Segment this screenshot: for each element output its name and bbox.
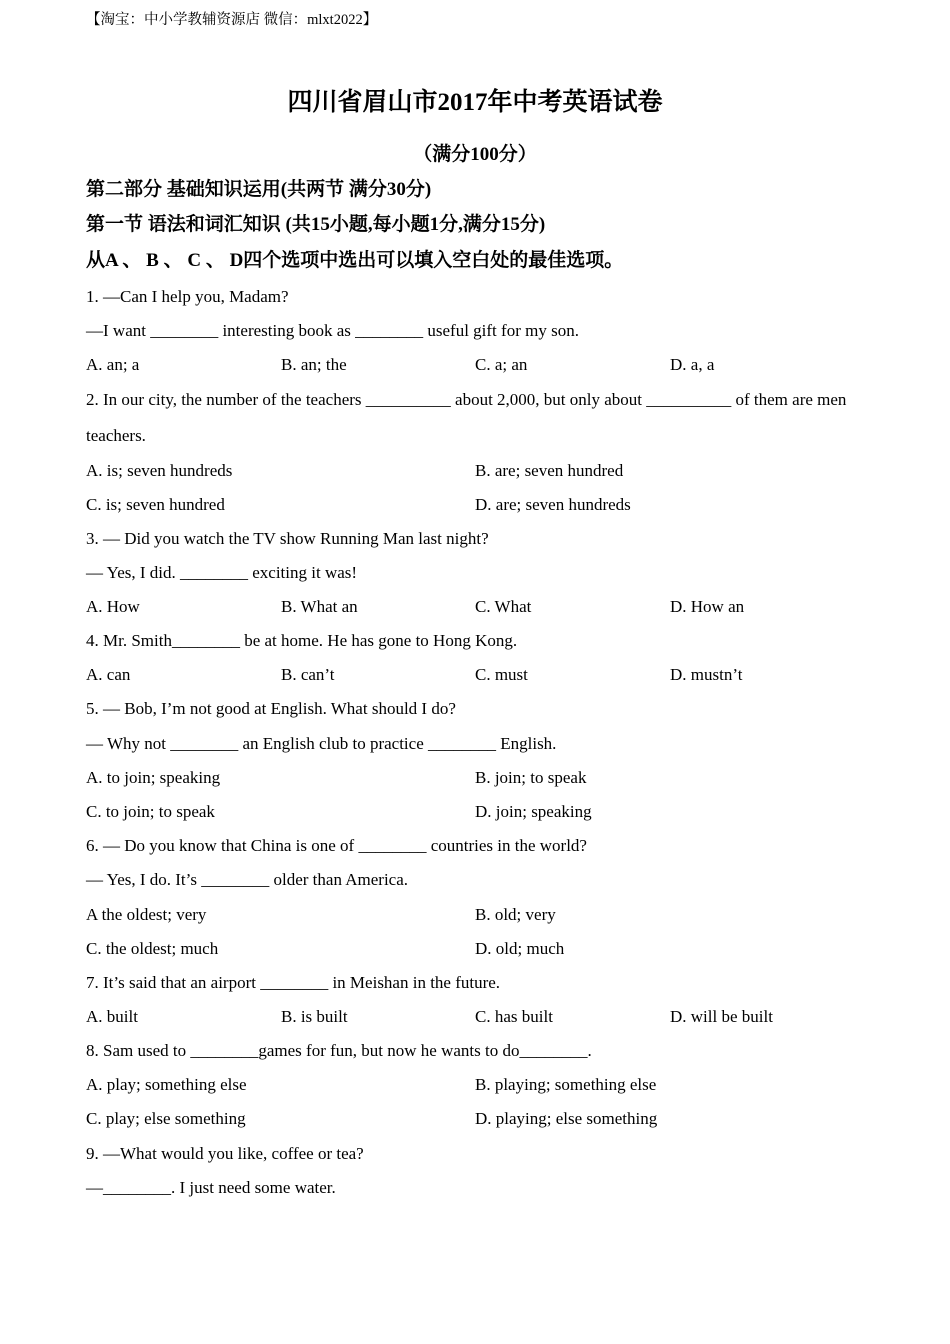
question-2-option-d: D. are; seven hundreds [475,495,631,514]
question-3-option-c: C. What [475,597,532,616]
question-7-stem: 7. It’s said that an airport ________ in Meishan in the future. [86,973,501,992]
question-3-option-b: B. What an [281,597,358,616]
question-6-option-c: C. the oldest; much [86,939,219,958]
question-5-option-b: B. join; to speak [475,768,587,787]
question-7-option-b: B. is built [281,1007,348,1026]
question-3-reply: — Yes, I did. ________ exciting it was! [86,563,358,582]
question-4-option-d: D. mustn’t [670,665,743,684]
part-heading: 第二部分 基础知识运用(共两节 满分30分) [86,179,432,200]
question-8-option-d: D. playing; else something [475,1109,658,1128]
question-9-reply: —________. I just need some water. [86,1178,336,1197]
question-5-stem: 5. — Bob, I’m not good at English. What should I do? [86,699,456,718]
question-8-option-b: B. playing; something else [475,1075,657,1094]
question-6-reply: — Yes, I do. It’s ________ older than America. [86,870,409,889]
question-1-option-a: A. an; a [86,355,140,374]
question-7-option-a: A. built [86,1007,138,1026]
question-5-option-a: A. to join; speaking [86,768,221,787]
question-6-option-a: A the oldest; very [86,905,207,924]
instruction: 从A 、 B 、 C 、 D四个选项中选出可以填入空白处的最佳选项。 [86,250,624,271]
question-9-stem: 9. —What would you like, coffee or tea? [86,1144,364,1163]
question-5-option-c: C. to join; to speak [86,802,215,821]
question-6-stem: 6. — Do you know that China is one of ________ countries in the world? [86,836,587,855]
page-title: 四川省眉山市2017年中考英语试卷 [287,89,663,116]
question-8-option-c: C. play; else something [86,1109,246,1128]
question-4-option-b: B. can’t [281,665,335,684]
question-4-stem: 4. Mr. Smith________ be at home. He has gone to Hong Kong. [86,631,518,650]
question-7-option-c: C. has built [475,1007,553,1026]
question-1-reply: —I want ________ interesting book as ________ useful gift for my son. [86,321,579,340]
question-3-option-a: A. How [86,597,140,616]
question-4-option-a: A. can [86,665,131,684]
question-7-option-d: D. will be built [670,1007,773,1026]
section-heading: 第一节 语法和词汇知识 (共15小题,每小题1分,满分15分) [86,214,546,235]
question-5-option-d: D. join; speaking [475,802,592,821]
question-2-option-c: C. is; seven hundred [86,495,225,514]
question-3-option-d: D. How an [670,597,745,616]
header-note: 【淘宝：中小学教辅资源店 微信：mlxt2022】 [86,12,378,28]
question-1-option-d: D. a, a [670,355,715,374]
question-2-option-b: B. are; seven hundred [475,461,624,480]
question-4-option-c: C. must [475,665,528,684]
question-6-option-b: B. old; very [475,905,556,924]
question-1-option-c: C. a; an [475,355,528,374]
question-8-option-a: A. play; something else [86,1075,247,1094]
question-2-stem-continued: teachers. [86,426,146,445]
question-3-stem: 3. — Did you watch the TV show Running Man last night? [86,529,489,548]
question-1-stem: 1. —Can I help you, Madam? [86,287,289,306]
question-2-option-a: A. is; seven hundreds [86,461,233,480]
page-subtitle: （满分100分） [413,144,537,165]
question-8-stem: 8. Sam used to ________games for fun, but now he wants to do________. [86,1041,592,1060]
question-1-option-b: B. an; the [281,355,347,374]
question-2-stem: 2. In our city, the number of the teachers __________ about 2,000, but only about __________ of them are men [86,390,847,409]
question-5-reply: — Why not ________ an English club to practice ________ English. [86,734,557,753]
question-6-option-d: D. old; much [475,939,565,958]
